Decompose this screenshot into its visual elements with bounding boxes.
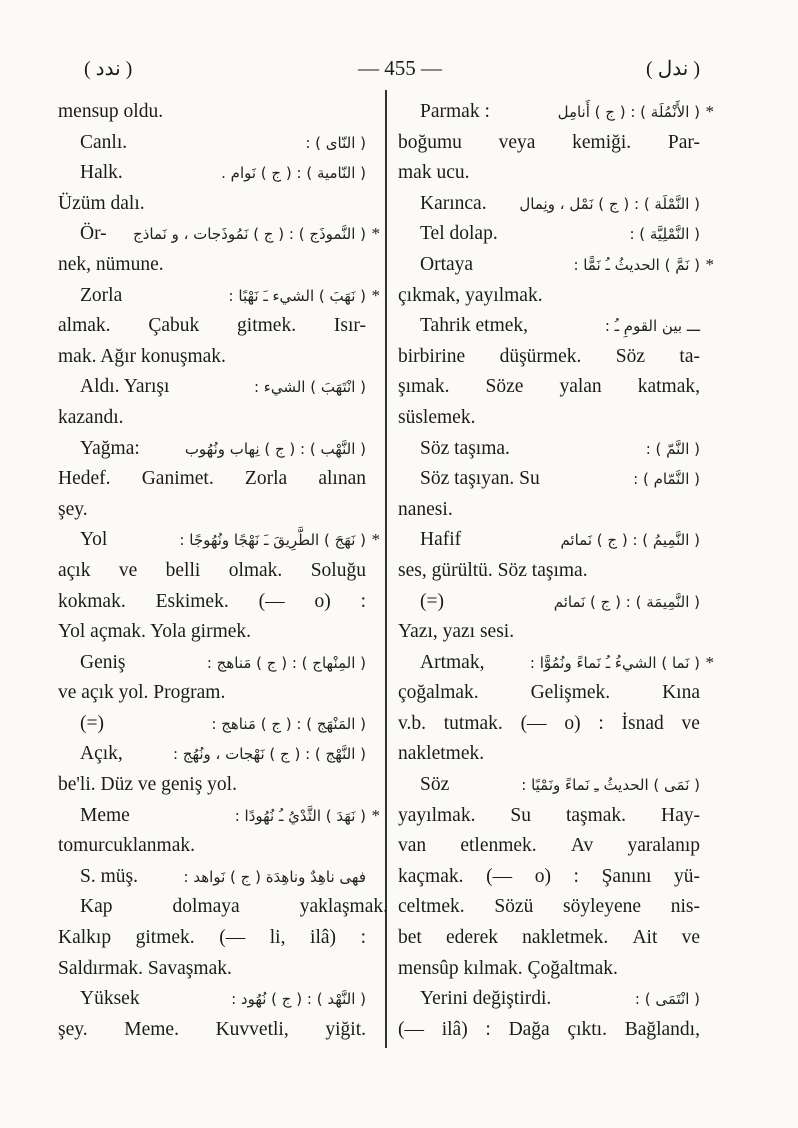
turkish-text: bet ederek nakletmek. Ait ve <box>398 927 700 949</box>
left-column <box>58 97 388 1045</box>
arabic-headword: ( نَمَى ) الحديثُ ـِ نَماءً ونَمْيًا : <box>521 776 700 795</box>
dictionary-line <box>398 1015 700 1046</box>
right-column <box>398 97 714 1045</box>
dictionary-line <box>398 739 700 770</box>
dictionary-line <box>58 464 366 495</box>
turkish-text: şey. <box>58 498 88 520</box>
arabic-headword: ( النَّهْج ) : ( ج ) نَهْجات ، ونُهُج : <box>172 745 366 764</box>
dictionary-line <box>398 923 700 954</box>
dictionary-line <box>58 281 380 312</box>
turkish-text: Yol <box>80 529 108 551</box>
dictionary-line <box>58 128 366 159</box>
dictionary-line <box>398 709 700 740</box>
turkish-text: kaçmak. (— o) : Şanını yü- <box>398 865 700 887</box>
arabic-headword: ( نَهَبَ ) الشيء ـَ نَهْبًا : <box>228 286 366 305</box>
turkish-text: Halk. <box>80 162 123 184</box>
dictionary-line <box>398 464 700 495</box>
dictionary-line <box>398 617 700 648</box>
dictionary-line <box>58 831 366 862</box>
turkish-text: Ör- <box>80 223 107 245</box>
dictionary-line <box>398 954 700 985</box>
dictionary-line <box>398 831 700 862</box>
arabic-headword: ( المَنْهَج ) : ( ج ) مَناهج : <box>211 714 366 733</box>
turkish-text: v.b. tutmak. (— o) : İsnad ve <box>398 712 700 734</box>
turkish-text: Açık, <box>80 743 123 765</box>
dictionary-line <box>58 556 366 587</box>
dictionary-line <box>398 862 700 893</box>
arabic-headword: ( نَهَدَ ) الثَّدْيُ ـُ نُهُودًا : <box>234 806 366 825</box>
turkish-text: be'li. Düz ve geniş yol. <box>58 774 237 796</box>
arabic-headword: فهى ناهِدٌ وناهِدَة ( ج ) نَواهد : <box>183 867 366 886</box>
arabic-headword: ( الأَنْمُلَة ) : ( ج ) أَنامِل <box>557 103 700 121</box>
arabic-headword: ( النّامية ) : ( ج ) نَوام . <box>221 164 366 183</box>
turkish-text: yayılmak. Su taşmak. Hay- <box>398 804 700 826</box>
turkish-text: mak ucu. <box>398 162 470 184</box>
dictionary-line <box>58 434 366 465</box>
arabic-headword: ( انْتَمَى ) : <box>634 990 700 1009</box>
page-header <box>0 56 798 86</box>
turkish-text: Canlı. <box>80 131 128 153</box>
dictionary-line <box>398 311 700 342</box>
dictionary-line <box>58 311 366 342</box>
turkish-text: celtmek. Sözü söyleyene nis- <box>398 896 700 918</box>
arabic-headword: ( النّاى ) : <box>305 133 366 152</box>
dictionary-line <box>58 648 366 679</box>
dictionary-line <box>398 495 700 526</box>
arabic-headword: ـــ بين القومِ ـُ : <box>604 317 700 336</box>
turkish-text: Hafif <box>420 529 462 551</box>
turkish-text: ve açık yol. Program. <box>58 682 226 704</box>
dictionary-line <box>58 403 366 434</box>
arabic-headword: ( نَهَجَ ) الطَّرِيقَ ـَ نَهْجًا ونُهُوجًا : <box>179 531 366 550</box>
dictionary-line <box>398 525 700 556</box>
dictionary-line <box>398 189 700 220</box>
turkish-text: kokmak. Eskimek. (— o) : <box>58 590 366 612</box>
dictionary-line <box>398 342 700 373</box>
turkish-text: Yağma: <box>80 437 140 459</box>
turkish-text: Geniş <box>80 651 126 673</box>
arabic-headword: ( النَّمْلَة ) : ( ج ) نَمْل ، ونِمال <box>519 194 700 213</box>
turkish-text: birbirine düşürmek. Söz ta- <box>398 345 700 367</box>
dictionary-line <box>398 281 700 312</box>
arabic-headword: ( النَّهْد ) : ( ج ) نُهُود : <box>231 990 366 1009</box>
turkish-text: van etlenmek. Av yaralanıp <box>398 835 700 857</box>
turkish-text: S. müş. <box>80 865 138 887</box>
turkish-text: Aldı. Yarışı <box>80 376 170 398</box>
dictionary-line <box>58 709 366 740</box>
turkish-text: açık ve belli olmak. Soluğu <box>58 559 366 581</box>
arabic-headword: ( النَّمّ ) : <box>645 439 700 458</box>
dictionary-line <box>398 587 700 618</box>
turkish-text: mensup oldu. <box>58 101 164 122</box>
turkish-text: Tel dolap. <box>420 223 498 245</box>
turkish-text: Kalkıp gitmek. (— li, ilâ) : <box>58 927 366 949</box>
dictionary-line <box>398 770 700 801</box>
dictionary-line <box>398 250 714 281</box>
arabic-headword: ( النَّمِيمَة ) : ( ج ) نَمائم <box>553 592 700 611</box>
dictionary-line <box>398 678 700 709</box>
turkish-text: mensûp kılmak. Çoğaltmak. <box>398 957 618 979</box>
dictionary-line <box>58 219 380 250</box>
turkish-text: tomurcuklanmak. <box>58 835 196 857</box>
turkish-text: çoğalmak. Gelişmek. Kına <box>398 682 700 704</box>
turkish-text: şey. Meme. Kuvvetli, yiğit. <box>58 1018 366 1040</box>
entry-asterisk-icon: * <box>705 254 714 274</box>
turkish-text: Artmak, <box>420 651 485 673</box>
turkish-text: boğumu veya kemiği. Par- <box>398 131 700 153</box>
entry-asterisk-icon: * <box>705 652 714 672</box>
turkish-text: mak. Ağır konuşmak. <box>58 345 226 367</box>
turkish-text: Parmak : <box>420 101 490 122</box>
arabic-headword: ( النَّمّام ) : <box>633 470 700 489</box>
dictionary-line <box>58 801 380 832</box>
dictionary-line <box>58 892 388 923</box>
arabic-headword: ( نَما ) الشيءُ ـُ نَماءً ونُمُوًّا : <box>529 653 700 672</box>
entry-asterisk-icon: * <box>371 224 380 244</box>
turkish-text: çıkmak, yayılmak. <box>398 284 543 306</box>
dictionary-line <box>58 923 366 954</box>
turkish-text: nek, nümune. <box>58 253 164 275</box>
entry-asterisk-icon: * <box>371 285 380 305</box>
arabic-headword: ( النَّمْلِيَّة ) : <box>629 225 700 244</box>
turkish-text: kazandı. <box>58 406 124 428</box>
dictionary-line <box>58 250 366 281</box>
turkish-text: (=) <box>80 712 104 734</box>
dictionary-line <box>58 954 366 985</box>
dictionary-line <box>398 97 714 128</box>
turkish-text: ses, gürültü. Söz taşıma. <box>398 559 588 581</box>
arabic-headword: ( انْتَهَبَ ) الشيء : <box>253 378 366 397</box>
dictionary-line <box>58 525 380 556</box>
arabic-headword: ( نَمَّ ) الحديثُ ـُ نَمًّا : <box>573 255 700 274</box>
turkish-text: Ortaya <box>420 253 474 275</box>
turkish-text: Yüksek <box>80 988 140 1010</box>
dictionary-line <box>58 342 366 373</box>
dictionary-line <box>58 495 366 526</box>
page-number: — 455 — <box>358 56 442 80</box>
turkish-text: Söz <box>420 774 450 796</box>
turkish-text: şımak. Söze yalan katmak, <box>398 376 700 398</box>
header-left-keyword: ( ندد ) <box>84 58 133 80</box>
dictionary-line <box>398 801 700 832</box>
dictionary-line <box>58 189 366 220</box>
turkish-text: nakletmek. <box>398 743 485 765</box>
turkish-text: (=) <box>420 590 444 612</box>
dictionary-line <box>398 158 700 189</box>
dictionary-line <box>398 892 700 923</box>
turkish-text: Kap dolmaya yaklaşmak. <box>80 896 388 918</box>
dictionary-line <box>58 770 366 801</box>
dictionary-line <box>398 219 700 250</box>
turkish-text: Saldırmak. Savaşmak. <box>58 957 232 979</box>
arabic-headword: ( المِنْهاج ) : ( ج ) مَناهج : <box>206 653 366 672</box>
arabic-headword: ( النَّمِيمُ ) : ( ج ) نَمائم <box>560 531 700 550</box>
arabic-headword: ( النَّموذَج ) : ( ج ) نَمُوذَجات ، و نَماذج <box>133 225 366 244</box>
entry-asterisk-icon: * <box>371 805 380 825</box>
header-right-keyword: ( ندل ) <box>646 58 700 80</box>
turkish-text: Karınca. <box>420 192 487 214</box>
turkish-text: nanesi. <box>398 498 453 520</box>
turkish-text: Üzüm dalı. <box>58 192 145 214</box>
dictionary-line <box>398 128 700 159</box>
arabic-headword: ( النَّهْب ) : ( ج ) نِهاب ونُهُوب <box>184 439 366 458</box>
entry-asterisk-icon: * <box>705 102 714 121</box>
dictionary-line <box>58 984 366 1015</box>
turkish-text: Meme <box>80 804 130 826</box>
turkish-text: Yazı, yazı sesi. <box>398 621 515 643</box>
dictionary-line <box>58 862 366 893</box>
dictionary-line <box>58 739 366 770</box>
turkish-text: almak. Çabuk gitmek. Isır- <box>58 315 366 337</box>
dictionary-line <box>398 556 700 587</box>
turkish-text: Tahrik etmek, <box>420 315 529 337</box>
dictionary-line <box>58 617 366 648</box>
turkish-text: süslemek. <box>398 406 476 428</box>
dictionary-line <box>398 648 714 679</box>
turkish-text: Yol açmak. Yola girmek. <box>58 621 252 643</box>
dictionary-line <box>58 1015 366 1046</box>
dictionary-line <box>58 372 366 403</box>
turkish-text: Zorla <box>80 284 123 306</box>
turkish-text: Söz taşıma. <box>420 437 510 459</box>
turkish-text: Yerini değiştirdi. <box>420 988 552 1010</box>
dictionary-line <box>58 158 366 189</box>
turkish-text: Söz taşıyan. Su <box>420 468 540 490</box>
entry-asterisk-icon: * <box>371 530 380 550</box>
dictionary-line <box>398 403 700 434</box>
dictionary-line <box>398 984 700 1015</box>
dictionary-line <box>398 434 700 465</box>
dictionary-line <box>58 587 366 618</box>
dictionary-line <box>398 372 700 403</box>
turkish-text: Hedef. Ganimet. Zorla alınan <box>58 468 366 490</box>
turkish-text: (— ilâ) : Dağa çıktı. Bağlandı, <box>398 1018 700 1040</box>
dictionary-line <box>58 678 366 709</box>
dictionary-line <box>58 97 366 128</box>
